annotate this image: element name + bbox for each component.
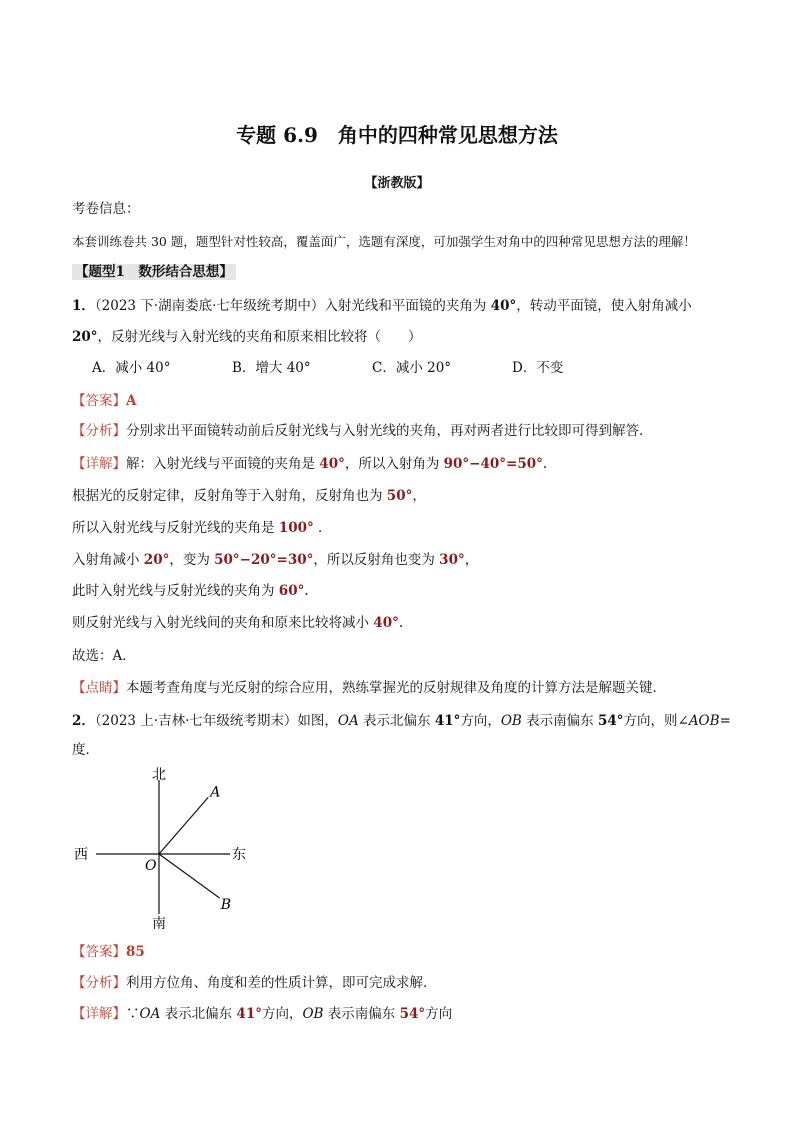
intro-text: 本套训练卷共 30 题，题型针对性较高，覆盖面广，选题有深度，可加强学生对角中的四种常见思想方法的理解！ — [72, 234, 696, 249]
q1-number: 1． — [72, 298, 95, 314]
detail-value: 50° — [386, 488, 413, 504]
detail-text: 所以入射光线与反射光线的夹角是 — [72, 520, 279, 536]
detail-text: 入射角减小 — [72, 552, 144, 568]
detail-ray-ob: OB — [302, 1006, 324, 1022]
q1-stem-line2 — [72, 327, 422, 347]
south-label: 南 — [152, 916, 166, 932]
detail-value: 50°−20°=30° — [214, 552, 314, 568]
detail-label: 【详解】 — [72, 1006, 126, 1022]
q2-number: 2． — [72, 713, 95, 729]
answer-value: 85 — [126, 944, 145, 960]
detail-text: ，变为 — [169, 552, 215, 568]
detail-text: 方向 — [425, 1006, 453, 1022]
detail-value: 90°−40°=50° — [443, 456, 543, 472]
exam-info-label: 考卷信息： — [72, 201, 140, 217]
detail-text: ， — [464, 552, 479, 568]
q1-value: 20° — [72, 329, 98, 345]
detail-value: 60° — [278, 583, 305, 599]
q2-text: 方向， — [460, 713, 501, 729]
q1-option-d: D．不变 — [512, 360, 564, 376]
detail-value: 100° — [278, 520, 314, 536]
detail-value: 40° — [319, 456, 345, 472]
analysis-label: 【分析】 — [72, 423, 126, 439]
analysis-text: 利用方位角、角度和差的性质计算，即可完成求解． — [126, 975, 437, 991]
q2-stem-line2: 度． — [72, 742, 99, 758]
q1-stem-line1 — [72, 296, 692, 316]
detail-text: . — [304, 583, 309, 599]
detail-value: 30° — [439, 552, 465, 568]
detail-text: 根据光的反射定律，反射角等于入射角，反射角也为 — [72, 488, 387, 504]
detail-text: 表示北偏东 — [160, 1006, 237, 1022]
q1-option-b: B．增大 40° — [232, 360, 311, 376]
detail-text: . — [398, 615, 404, 631]
q2-stem-line1 — [72, 711, 731, 731]
ray-ob — [159, 854, 220, 898]
detail-text: ∵ — [126, 1006, 140, 1022]
q1-source: （2023 下·湖南娄底·七年级统考期中） — [94, 298, 325, 314]
detail-value: 20° — [143, 552, 170, 568]
q2-value: 41° — [434, 713, 461, 729]
detail-text: ． — [313, 520, 332, 536]
q1-detail-line3 — [72, 518, 332, 538]
east-label: 东 — [232, 847, 246, 863]
analysis-text: 分别求出平面镜转动前后反射光线与入射光线的夹角，再对两者进行比较即可得到解答． — [126, 423, 653, 439]
q1-detail-line2 — [72, 486, 426, 506]
point-a-label: A — [210, 784, 221, 801]
analysis-label: 【分析】 — [72, 975, 126, 991]
q1-text: 入射光线和平面镜的夹角为 — [324, 298, 491, 314]
q1-value: 40° — [490, 298, 517, 314]
detail-text: 则反射光线与入射光线间的夹角和原来比较将减小 — [72, 615, 374, 631]
q1-option-c: C．减小 20° — [372, 360, 452, 376]
q1-text: ，转动平面镜，使入射角减小 — [516, 298, 692, 314]
ray-oa — [159, 797, 208, 854]
detail-text: 此时入射光线与反射光线的夹角为 — [72, 583, 279, 599]
q2-value: 54° — [597, 713, 624, 729]
q1-detail-line6 — [72, 613, 403, 633]
detail-value: 41° — [236, 1006, 262, 1022]
detail-text: 解：入射光线与平面镜的夹角是 — [126, 456, 320, 472]
q2-ray-oa: OA — [337, 713, 359, 729]
detail-text: . — [542, 456, 548, 472]
west-label: 西 — [74, 847, 88, 863]
section-header-text: 【题型1 数形结合思想】 — [72, 264, 236, 280]
north-label: 北 — [152, 767, 166, 783]
detail-text: ，所以入射角为 — [344, 456, 444, 472]
answer-label: 【答案】 — [72, 944, 126, 960]
q1-comment — [72, 678, 666, 698]
comment-text: 本题考查角度与光反射的综合应用，熟练掌握光的反射规律及角度的计算方法是解题关键． — [126, 680, 666, 696]
q1-detail-line5 — [72, 581, 309, 601]
detail-ray-oa: OA — [139, 1006, 161, 1022]
q2-text: 如图， — [297, 713, 338, 729]
detail-text: ， — [412, 488, 426, 504]
section-header — [72, 262, 236, 282]
q1-detail-line4 — [72, 550, 478, 570]
q2-answer — [72, 942, 145, 962]
q2-text: 方向，则∠ — [623, 713, 689, 729]
q1-option-a: A．减小 40° — [92, 360, 171, 376]
detail-label: 【详解】 — [72, 456, 126, 472]
detail-text: ，所以反射角也变为 — [313, 552, 440, 568]
answer-value: A — [126, 393, 137, 409]
q1-text: ，反射光线与入射光线的夹角和原来相比较将（ ） — [97, 329, 422, 345]
origin-label: O — [145, 858, 157, 874]
q2-detail-line1 — [72, 1004, 452, 1024]
detail-text: 方向， — [261, 1006, 303, 1022]
q2-ray-ob: OB — [500, 713, 522, 729]
edition-label: 【浙教版】 — [364, 176, 430, 191]
q1-options — [92, 358, 652, 378]
q1-analysis — [72, 421, 653, 441]
q2-text: = — [719, 713, 731, 729]
answer-label: 【答案】 — [72, 393, 126, 409]
q2-analysis — [72, 973, 437, 993]
page-title: 专题 6.9 角中的四种常见思想方法 — [236, 123, 558, 147]
comment-label: 【点睛】 — [72, 680, 126, 696]
q1-choice: 故选：A． — [72, 648, 136, 664]
q2-text: 表示北偏东 — [358, 713, 435, 729]
detail-value: 40° — [373, 615, 399, 631]
detail-value: 54° — [399, 1006, 426, 1022]
q2-angle-aob: AOB — [688, 713, 720, 729]
q1-detail-line1 — [72, 454, 547, 474]
q2-source: （2023 上·吉林·七年级统考期末） — [94, 713, 298, 729]
q2-text: 表示南偏东 — [521, 713, 598, 729]
compass-diagram — [72, 764, 272, 932]
detail-text: 表示南偏东 — [323, 1006, 400, 1022]
point-b-label: B — [220, 897, 231, 914]
q1-answer — [72, 391, 136, 411]
